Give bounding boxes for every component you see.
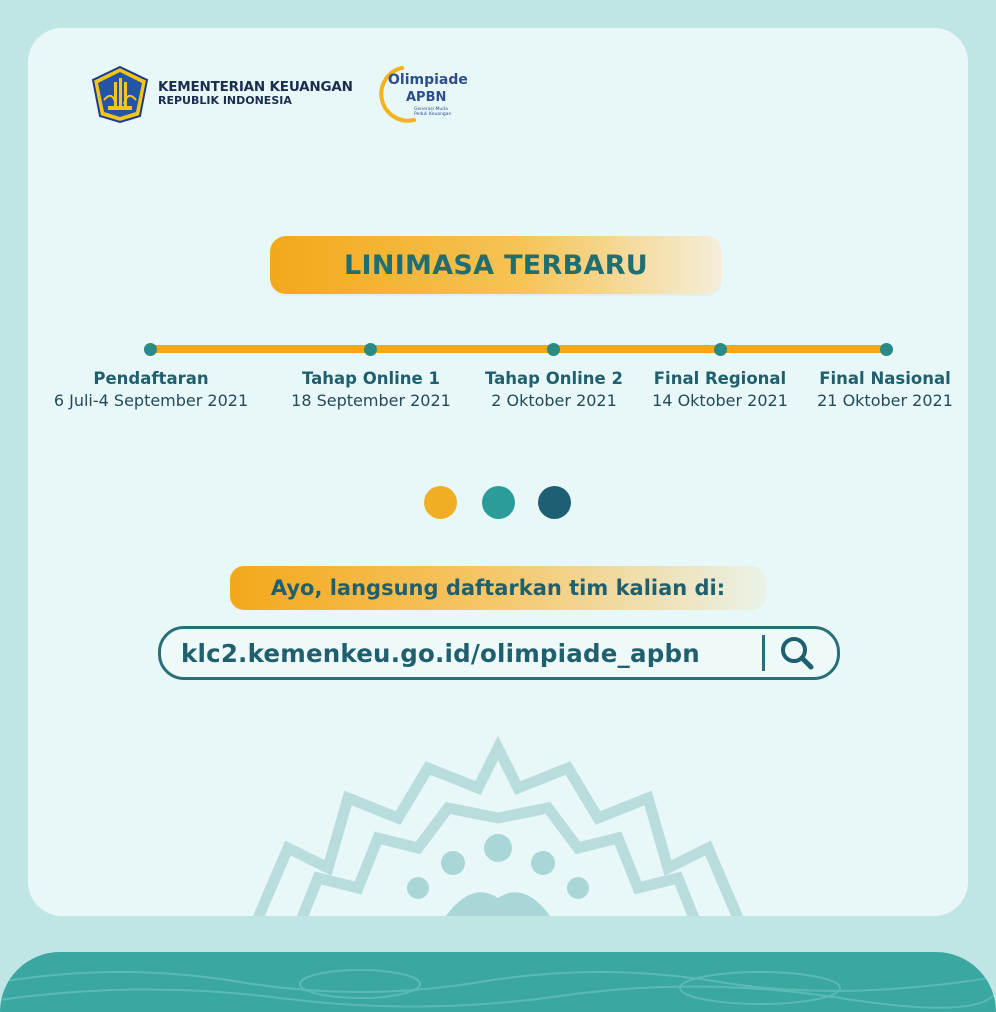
timeline-dot-4 [714,343,727,356]
timeline-dot-5 [880,343,893,356]
ministry-name: KEMENTERIAN KEUANGAN [158,78,353,95]
olimpiade-logo-apbn: APBN [406,90,447,105]
cta-text: Ayo, langsung daftarkan tim kalian di: [270,576,726,600]
footer-band [0,952,996,1012]
timeline-item-date: 2 Oktober 2021 [491,391,617,410]
decorative-dot-dark-teal [538,486,571,519]
timeline-item-date: 6 Juli-4 September 2021 [53,391,249,410]
olimpiade-apbn-logo [362,62,482,128]
timeline-item-name: Tahap Online 1 [302,369,440,388]
timeline-item-name: Final Regional [653,369,787,388]
timeline-dot-3 [547,343,560,356]
timeline-line [150,345,886,353]
decorative-dot-teal [482,486,515,519]
timeline-item-date: 21 Oktober 2021 [817,391,953,410]
timeline-item-name: Final Nasional [819,369,951,388]
timeline-item-name: Tahap Online 2 [485,369,623,388]
decorative-mandala-pattern [238,728,758,916]
search-button[interactable] [773,633,823,673]
timeline-dot-2 [364,343,377,356]
search-input[interactable] [181,629,751,677]
timeline-item-date: 18 September 2021 [291,391,451,410]
olimpiade-logo-title: Olimpiade [388,72,468,88]
timeline-item-tahap-online-1 [291,369,451,410]
poster-card [28,28,968,916]
decorative-dot-yellow [424,486,457,519]
search-icon [773,633,823,673]
page-title: LINIMASA TERBARU [343,249,649,281]
timeline-item-pendaftaran [54,369,248,410]
timeline-item-date: 14 Oktober 2021 [652,391,788,410]
timeline-item-name: Pendaftaran [93,369,209,388]
title-banner [270,236,722,294]
search-divider [762,635,765,671]
ministry-brand [90,64,353,124]
timeline-item-final-regional [652,369,788,410]
timeline-dot-1 [144,343,157,356]
footer-contour-pattern [0,952,996,1012]
search-bar[interactable] [158,626,840,680]
olimpiade-logo-tagline: Generasi Muda Peduli Keuangan [414,107,452,117]
timeline-item-final-nasional [817,369,953,410]
kemenkeu-emblem-icon [90,64,150,124]
ministry-subtitle: REPUBLIK INDONESIA [158,94,292,108]
timeline-item-tahap-online-2 [485,369,623,410]
cta-banner [230,566,766,610]
